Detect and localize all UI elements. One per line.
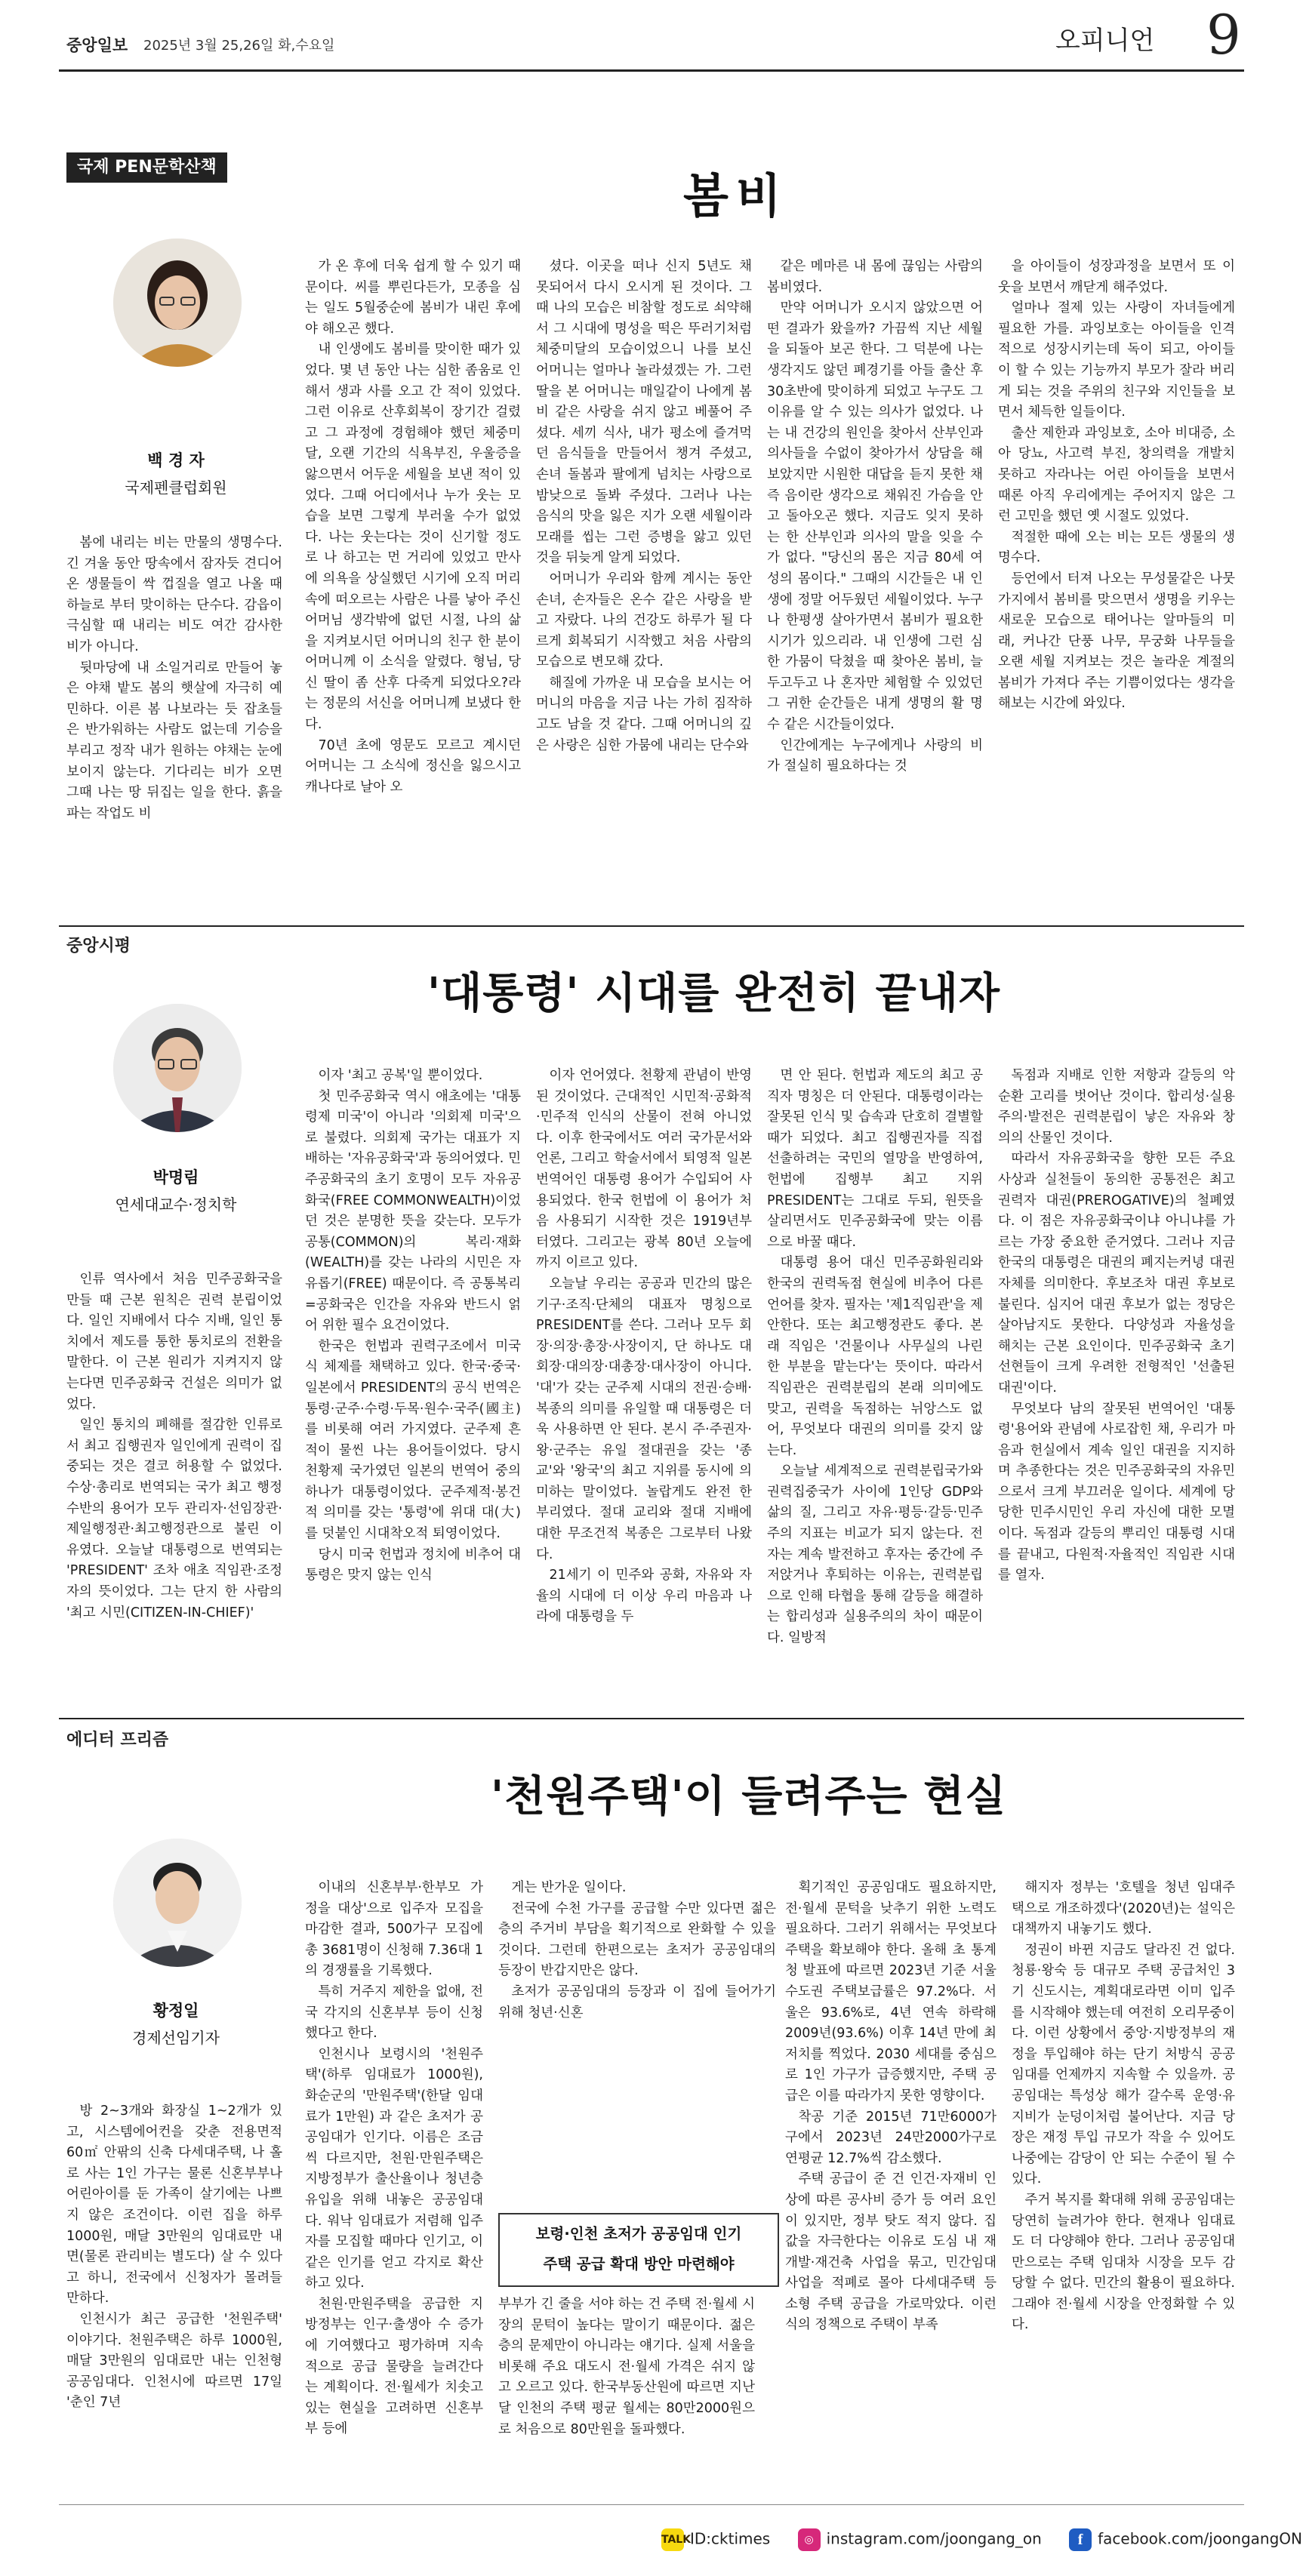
paragraph: 무엇보다 남의 잘못된 번역어인 '대통령'용어와 관념에 사로잡힌 채, 우리가 마음과 헌실에서 계속 일인 대권을 지지하며 추종한다는 것은 민주공화국의 자유민으로서 크게 부끄러운 일이다. 세계에 당당한 민주시민인 우리 자신에 대한 모멸이다. 독점과 갈등의 뿌리인 대통령 시대를 끝내고, 다원적·자율적인 직임관 시대를 열자. [998, 1401, 1235, 1583]
author-role: 국제펜클럽회원 [125, 479, 227, 497]
section-name: 오피니언 [1055, 26, 1155, 56]
article-title: '천원주택'이 들려주는 현실 [491, 1772, 1007, 1821]
paragraph: 주거 복지를 확대해 위해 공공임대는 당연히 늘려가야 한다. 현재나 임대료도 더 다양해야 한다. 그러나 공공임대만으로는 주택 임대차 시장을 모두 감당할 수 없다. 민간의 활용이 필요하다. 그래야 전·월세 시장을 안정화할 수 있다. [1012, 2192, 1235, 2333]
paragraph: 인천시나 보령시의 '천원주택'(하루 임대료가 1000원), 화순군의 '만원주택'(한달 임대료가 1만원) 과 같은 초저가 공공임대가 인기다. 이름은 조금씩 다르지만, 천원·만원주택은 지방정부가 출산율이나 청년층 유입을 위해 내놓은 공공임대다. 워낙 임대료가 저렴해 입주자를 모집할 때마다 인기고, 이 같은 인기를 얻고 각지로 확산하고 있다. [305, 2046, 483, 2291]
author-photo [113, 239, 242, 367]
paragraph: 부부가 긴 줄을 서야 하는 건 주택 전·월세 시장의 문턱이 높다는 말이기 때문이다. 젊은 층의 문제만이 아니라는 얘기다. 실제 서울을 비롯해 주요 대도시 전·월세 가격은 쉬지 않고 오르고 있다. 한국부동산원에 따르면 지난달 인천의 주택 평균 월세는 80만2000원으로 처음으로 80만원을 돌파했다. [498, 2297, 755, 2437]
paragraph: 해질에 가까운 내 모습을 보시는 어머니의 마음을 지금 나는 가히 짐작하고도 남을 것 같다. 그때 어머니의 깊은 사랑은 심한 가뭄에 내리는 단수와 [536, 675, 752, 753]
article-column [66, 1270, 282, 1704]
column-label: 중앙시평 [66, 937, 131, 956]
footer-rule [59, 2504, 1244, 2505]
author-name: 박명림 [152, 1168, 199, 1186]
paragraph: 첫 민주공화국 역시 애초에는 '대통령제 미국'이 아니라 '의회제 미국'으로 불렸다. 의회제 국가는 대표가 지배하는 '자유공화국'과 동의어였다. 민주공화국의 초기 호명이 모두 자유공화국(FREE COMMONWEALTH)이었던 것은 분명한 뜻을 갖는다. 모두가 공통(COMMON)의 복리·재화(WEALTH)를 갖는 나라의 시민은 자유롭기(FREE) 때문이다. 즉 공통복리=공화국은 인간을 자유와 반드시 얽어 위한 필수 요건이었다. [305, 1088, 521, 1334]
paragraph: 70년 초에 영문도 모르고 계시던 어머니는 그 소식에 정신을 잃으시고 캐나다로 날아 오 [305, 737, 521, 795]
paragraph: 당시 미국 헌법과 정치에 비추어 대통령은 맞지 않는 인식 [305, 1547, 521, 1583]
paragraph: 인간에게는 누구에게나 사랑의 비가 절실히 필요하다는 것 [767, 737, 983, 774]
paragraph: 전국에 수천 가구를 공급할 수만 있다면 젊은 층의 주거비 부담을 획기적으로 완화할 수 있을 것이다. 그런데 한편으로는 초저가 공공임대의 등장이 반갑지만은 않다. [498, 1900, 776, 1979]
paragraph: 독점과 지배로 인한 저항과 갈등의 악순환 고리를 벗어난 것이다. 합리성·실용주의·발전은 권력분립이 낳은 자유와 창의의 산물인 것이다. [998, 1068, 1235, 1146]
article-column [767, 1066, 983, 1704]
paragraph: 특히 거주지 제한을 없애, 전국 각지의 신혼부부 등이 신청했다고 한다. [305, 1984, 483, 2042]
instagram-icon: ◎ [798, 2528, 821, 2551]
article-column [498, 2294, 755, 2485]
paragraph: 해지자 정부는 '호텔을 청년 임대주택으로 개조하겠다'(2020년)는 설익은 대책까지 내놓기도 했다. [1012, 1880, 1235, 1937]
paragraph: 뒷마당에 내 소일거리로 만들어 놓은 야채 밭도 봄의 햇살에 자극히 예민하다. 이른 봄 나보라는 듯 잡초들은 반가워하는 사람도 없는데 기승을 부리고 정작 내가 원하는 야채는 눈에 보이지 않는다. 기다리는 비가 오면 그때 나는 땅 뒤집는 일을 한다. 흙을 파는 작업도 비 [66, 660, 282, 821]
paragraph: 주택 공급이 준 건 인건·자재비 인상에 따른 공사비 증가 등 여러 요인이 있지만, 정부 탓도 적지 않다. 집값을 자극한다는 이유로 도심 내 재개발·재건축 사업을 묶고, 민간임대사업을 적폐로 몰아 다세대주택 등 소형 주택 공급을 가로막았다. 이런 식의 정책으로 주택이 부족 [785, 2171, 997, 2333]
masthead-logo: 중앙일보 [66, 36, 128, 54]
paragraph: 적절한 때에 오는 비는 모든 생물의 생명수다. [998, 529, 1235, 566]
pull-quote [498, 2213, 779, 2287]
paragraph: 만약 어머니가 오시지 않았으면 어떤 결과가 왔을까? 가끔씩 지난 세월을 되돌아 보곤 한다. 그 덕분에 나는 생각지도 않던 폐경기를 아들 출산 후 30초반에 맞이하게 되었고 누구도 그 이유를 알 수 있는 의사가 없었다. 나는 내 건강의 원인을 찾아서 산부인과 의사들을 수없이 찾아가서 상담을 해보았지만 시원한 대답을 듣지 못한 채 즉 음이란 생각으로 채워진 가슴을 안고 돌아오곤 했다. 지금도 잊지 못하는 한 산부인과 의사의 말을 잊을 수가 없다. "당신의 몸은 지금 80세 여성의 몸이다." 그때의 시간들은 내 인생에 정말 어두웠던 세월이었다. 누구나 한평생 살아가면서 봄비가 필요한 시기가 있으리라. 내 인생에 그런 심한 가뭄이 닥쳤을 때 찾아온 봄비, 늘 두고두고 나 혼자만 체험할 수 있었던 그 귀한 순간들은 내게 생명의 활 명수 같은 시간들이었다. [767, 300, 983, 733]
kakao-icon: TALK [661, 2528, 684, 2551]
paragraph: 이자 '최고 공복'일 뿐이었다. [318, 1068, 483, 1083]
article-column [305, 1878, 483, 2485]
author-name: 황정일 [152, 2002, 199, 2020]
facebook-icon: f [1069, 2528, 1092, 2551]
paragraph: 봄에 내리는 비는 만물의 생명수다. 긴 겨울 동안 땅속에서 잠자듯 견디어 온 생물들이 싹 껍질을 열고 나올 때 하늘로 부터 맞이하는 단수다. 감읍이 극심할 때 내리는 비도 여간 감사한 비가 아니다. [66, 535, 282, 654]
paragraph: 이자 언어였다. 천황제 관념이 반영된 것이었다. 근대적인 시민적·공화적·민주적 인식의 산물이 전혀 아니었다. 이후 한국에서도 여러 국가문서와 언론, 그리고 학술서에서 퇴영적 일본 번역어인 대통령 용어가 수입되어 사용되었다. 한국 헌법에 이 용어가 처음 사용되기 시작한 것은 1919년부터였다. 그리고는 광복 80년 오늘에까지 이르고 있다. [536, 1068, 752, 1271]
paragraph: 한국은 헌법과 권력구조에서 미국식 체제를 채택하고 있다. 한국·중국·일본에서 PRESIDENT의 공식 번역은 통령·군주·수령·두목·원수·국주(國主)를 비롯해 여러 가지였다. 군주제 흔적이 물씬 나는 용어들이었다. 당시 천황제 국가였던 일본의 번역어 중의 하나가 대통령이었다. 군주제적·봉건적 의미를 갖는 '통령'에 위대 대(大)를 덧붙인 시대착오적 퇴영이었다. [305, 1338, 521, 1542]
paragraph: 대통령 용어 대신 민주공화원리와 한국의 권력독점 현실에 비추어 다른 언어를 찾자. 필자는 '제1직임관'을 제안한다. 또는 최고행정관도 좋다. 본래 직임은 '건물이나 사무실의 나린 한 부분을 맡는다'는 뜻이다. 따라서 직임관은 권력분립의 본래 의미에도 맞고, 권력을 독점하는 뉘앙스도 없어, 무엇보다 대권의 의미를 갖지 않는다. [767, 1255, 983, 1458]
article-column [66, 2101, 282, 2485]
footer-social [661, 2528, 1302, 2551]
author-photo [113, 1004, 242, 1132]
paragraph: 면 안 된다. 헌법과 제도의 최고 공직자 명칭은 더 안된다. 대통령이라는 잘못된 인식 및 습속과 단호히 결별할 때가 되었다. 최고 집행권자를 직접 선출하려는 국민의 열망을 반영하여, 헌법에 집행부 최고 지위 PRESIDENT는 그대로 두되, 원뜻을 살리면서도 민주공화국에 맞는 이름으로 바꿀 때다. [767, 1068, 983, 1250]
article-column [998, 257, 1235, 910]
article-column [536, 1066, 752, 1704]
paragraph: 오늘날 우리는 공공과 민간의 많은 기구·조직·단체의 대표자 명칭으로 PRESIDENT를 쓴다. 그러나 모두 회장·의장·총장·사장이지, 단 하나도 대회장·대의장·대총장·대사장이 아니다. '대'가 갖는 군주제 시대의 전권·승배·복종의 의미를 유일할 때 대통령은 더욱 사용하면 안 된다. 본시 주·주권자·왕·군주는 유일 절대권을 갖는 '종교'와 '왕국'의 최고 지위를 동시에 의미하는 말이었다. 놀랍게도 완전 한 부리였다. 절대 교리와 절대 지배에 대한 무조건적 복종은 그로부터 나왔다. [536, 1276, 752, 1562]
author-role: 연세대교수·정치학 [115, 1196, 237, 1214]
paragraph: 천원·만원주택을 공급한 지방정부는 인구·출생아 수 증가에 기여했다고 평가하며 지속적으로 공급 물량을 늘려간다는 계획이다. 전·월세가 치솟고 있는 현실을 고려하면 신혼부부 등에 [305, 2296, 483, 2437]
paragraph: 어머니가 우리와 함께 계시는 동안 손녀, 손자들은 온수 같은 사랑을 받고 자랐다. 나의 건강도 하루가 될 다르게 회복되기 시작했고 처음 사람의 모습으로 변모해 갔다. [536, 571, 752, 670]
paragraph: 초저가 공공임대의 등장과 이 집에 들어가기 위해 청년·신혼 [498, 1984, 776, 2020]
article-title: 봄비 [683, 168, 789, 223]
paragraph: 출산 제한과 과잉보호, 소아 비대증, 소아 당뇨, 사고력 부진, 창의력을 개발치 못하고 자라나는 어린 아이들을 보면서 때론 아직 우리에게는 주어지지 않은 그런 고민을 했던 옛 시절도 있었다. [998, 425, 1235, 525]
paragraph: 일인 통치의 폐해를 절감한 인류로서 최고 집행권자 일인에게 권력이 집중되는 것은 결코 허용할 수 없었다. 수상·총리로 번역되는 국가 최고 행정수반의 용어가 모두 관리자·선임장관·제일행정관·최고행정관으로 불린 이유였다. 오늘날 대통령으로 번역되는 'PRESIDENT' 조차 애초 직임관·조정자의 뜻이었다. 그는 단지 한 사람의 '최고 시민(CITIZEN-IN-CHIEF)' [66, 1417, 282, 1620]
paragraph: 획기적인 공공임대도 필요하지만, 전·월세 문턱을 낮추기 위한 노력도 필요하다. 그러기 위해서는 무엇보다 주택을 확보해야 한다. 올해 초 통계청 발표에 따르면 2023년 기준 서울 수도권 주택보급률은 97.2%다. 서울은 93.6%로, 4년 연속 하락해 2009년(93.6%) 이후 14년 만에 최저치를 찍었다. 2030 세대를 중심으로 1인 가구가 급증했지만, 주택 공급은 이를 따라가지 못한 영향이다. [785, 1880, 997, 2104]
article-column [66, 533, 282, 910]
article-column [1012, 1878, 1235, 2485]
paragraph: 내 인생에도 봄비를 맞이한 때가 있었다. 몇 년 동안 나는 심한 좀움로 인해서 생과 사를 오고 간 적이 있었다. 그런 이유로 산후회복이 장기간 걸렸고 그 과정에 경험해야 했던 체중미달, 오랜 기간의 식욕부진, 우울증을 앓으면서 어두운 세월을 보낸 적이 있었다. 그때 어디에서나 누가 웃는 모습을 보면 그렇게 부러울 수가 없었다. 나는 웃는다는 것이 신기할 정도로 나 하고는 먼 거리에 있었고 만사에 의욕을 상실했던 시기에 오직 머리속에 떠오르는 사람은 나를 낳아 주신 어머님 생각밖에 없던 시절, 나의 삶을 지켜보시던 어머니의 친구 한 분이 어머니께 이 소식을 알렸다. 형님, 당신 딸이 좀 산후 다죽게 되었다오?라는 정문의 서신을 어머니께 보냈다 한다. [305, 342, 521, 733]
author-photo [113, 1839, 242, 1967]
paragraph: 같은 메마른 내 몸에 끊임는 사람의 봄비였다. [767, 259, 983, 295]
pull-quote-line: 보령·인천 초저가 공공임대 인기 [535, 2225, 742, 2242]
section-divider [59, 925, 1244, 927]
kakao-link[interactable] [661, 2528, 770, 2551]
article-column [998, 1066, 1235, 1704]
page-number: 9 [1206, 3, 1241, 66]
paragraph: 인천시가 최근 공급한 '천원주택' 이야기다. 천원주택은 하루 1000원, 매달 3만원의 임대료만 내는 인천형 공공임대다. 인천시에 따르면 17일 '춘인 7년 [66, 2311, 282, 2411]
pull-quote-line: 주택 공급 확대 방안 마련해야 [543, 2255, 735, 2273]
author-name: 백 경 자 [147, 451, 205, 469]
paragraph: 따라서 자유공화국을 향한 모든 주요 사상과 실천들이 동의한 공통전은 최고 권력자 대권(PREROGATIVE)의 철폐였다. 이 점은 자유공화국이냐 아니냐를 가르는 가장 중요한 준거였다. 그러나 지금 한국의 대통령은 대권의 폐지는커녕 대권 자체를 의미한다. 후보조차 대권 후보로 불린다. 심지어 대권 후보가 없는 정당은 살아남지도 못한다. 다양성과 자율성을 해치는 근본 요인이다. 민주공화국 초기 선현들이 크게 우려한 전형적인 '선출된 대권'이다. [998, 1151, 1235, 1396]
paragraph: 얼마나 절제 있는 사랑이 자녀들에게 필요한 가를. 과잉보호는 아이들을 인격적으로 성장시키는데 독이 되고, 아이들이 할 수 있는 기능까지 부모가 잘라 버리게 되는 것을 주위의 친구와 지인들을 보면서 체득한 일들이다. [998, 300, 1235, 420]
kakao-id: ID:cktimes [690, 2529, 771, 2548]
paragraph: 인류 역사에서 처음 민주공화국을 만들 때 근본 원칙은 권력 분립이었다. 일인 지배에서 다수 지배, 일인 통치에서 제도를 통한 통치로의 전환을 말한다. 이 근본 원리가 지켜지지 않는다면 민주공화국 건설은 의미가 없었다. [66, 1272, 282, 1412]
article-title: '대통령' 시대를 완전히 끝내자 [427, 969, 1000, 1018]
paragraph: 셨다. 이곳을 떠나 신지 5년도 채 못되어서 다시 오시게 된 것이다. 그때 나의 모습은 비참할 정도로 쇠약해서 그 시대에 명성을 떡은 뚜러기처럼 체중미달의 모습이었으니 나를 보신 어머니는 얼마나 놀라셨겠는 가. 그런 딸을 본 어머니는 매일같이 나에게 봄비 같은 사랑을 쉬지 않고 베풀어 주셨다. 세끼 식사, 내가 평소에 즐겨먹던 음식들을 만들어서 챙겨 주셨고, 손녀 돌봄과 팔에게 넘치는 사랑으로 밤낮으로 돌봐 주셨다. 그러나 나는 음식의 맛을 잃은 지가 오랜 세월이라 모래를 씹는 그런 증병을 앓고 있던 것을 뒤늦게 알게 되었다. [536, 259, 752, 566]
paragraph: 착공 기준 2015년 71만6000가구에서 2023년 24만2000가구로 연평균 12.7%씩 감소했다. [785, 2109, 997, 2166]
issue-date: 2025년 3월 25,26일 화,수요일 [143, 38, 335, 54]
instagram-link[interactable] [798, 2528, 1042, 2551]
instagram-url: instagram.com/joongang_on [826, 2529, 1042, 2548]
paragraph: 가 온 후에 더욱 쉽게 할 수 있기 때문이다. 씨를 뿌린다든가, 모종을 심는 일도 5월중순에 봄비가 내린 후에야 해오곤 했다. [305, 259, 521, 337]
facebook-url: facebook.com/joongangON [1098, 2529, 1302, 2548]
paragraph: 게는 반가운 일이다. [511, 1880, 627, 1895]
article-column [767, 257, 983, 910]
article-column [498, 1878, 776, 2204]
column-badge: 국제 PEN문학산책 [66, 152, 227, 183]
paragraph: 21세기 이 민주와 공화, 자유와 자율의 시대에 더 이상 우리 마음과 나라에 대통령을 두 [536, 1568, 752, 1625]
paragraph: 오늘날 세계적으로 권력분립국가와 권력집중국가 사이에 1인당 GDP와 삶의 질, 그리고 자유·평등·갈등·민주주의 지표는 비교가 되지 않는다. 전자는 계속 발전하고 후자는 중간에 주저앉거나 후퇴하는 이유는, 권력분립으로 인해 타협을 통해 갈등을 해결하는 합리성과 실용주의의 차이 때문이다. 일방적 [767, 1463, 983, 1646]
column-label: 에디터 프리즘 [66, 1731, 169, 1750]
article-column [785, 1878, 997, 2485]
article-column [305, 257, 521, 910]
paragraph: 등언에서 터져 나오는 무성물같은 나뭇가지에서 봄비를 맞으면서 생명을 키우는 새로운 모습으로 태어나는 알마들의 미래, 커나간 단풍 나무, 무궁화 나무들을 오랜 세월 지켜보는 것은 놀라운 계절의 봄비가 가져다 주는 기쁨이었다는 생각을 해보는 시간에 와있다. [998, 571, 1235, 712]
article-column [305, 1066, 521, 1704]
author-role: 경제선임기자 [132, 2029, 220, 2047]
paragraph: 정권이 바뀐 지금도 달라진 건 없다. 청룡·왕숙 등 대규모 주택 공급처인 3기 신도시는, 계획대로라면 이미 입주를 시작해야 했는데 여전히 오리무중이다. 이런 상황에서 중앙·지방정부의 재정을 투입해야 하는 단기 처방식 공공임대를 언제까지 지속할 수 있을까. 공공임대는 특성상 해가 갈수록 운영·유지비가 눈덩이처럼 불어난다. 지금 당장은 재정 투입 규모가 작을 수 있어도 나중에는 감당이 안 되는 수준이 될 수 있다. [1012, 1942, 1235, 2187]
section-divider [59, 1718, 1244, 1719]
header-rule [59, 69, 1244, 72]
paragraph: 이내의 신혼부부·한부모 가정을 대상'으로 입주자 모집을 마감한 결과, 500가구 모집에 총 3681명이 신청해 7.36대 1의 경쟁률을 기록했다. [305, 1880, 483, 1979]
facebook-link[interactable] [1069, 2528, 1302, 2551]
paragraph: 방 2~3개와 화장실 1~2개가 있고, 시스템에어컨을 갖춘 전용면적 60㎡ 안팎의 신축 다세대주택, 나 홀로 사는 1인 가구는 물론 신혼부부나 어린아이를 둔 가족이 살기에는 나쁘지 않은 조건이다. 이런 집을 하루 1000원, 매달 3만원의 임대료만 내면(물론 관리비는 별도다) 살 수 있다고 하니, 전국에서 신청자가 몰려들 만하다. [66, 2104, 282, 2307]
paragraph: 을 아이들이 성장과정을 보면서 또 이웃을 보면서 깨닫게 해주었다. [998, 259, 1235, 295]
article-column [536, 257, 752, 910]
